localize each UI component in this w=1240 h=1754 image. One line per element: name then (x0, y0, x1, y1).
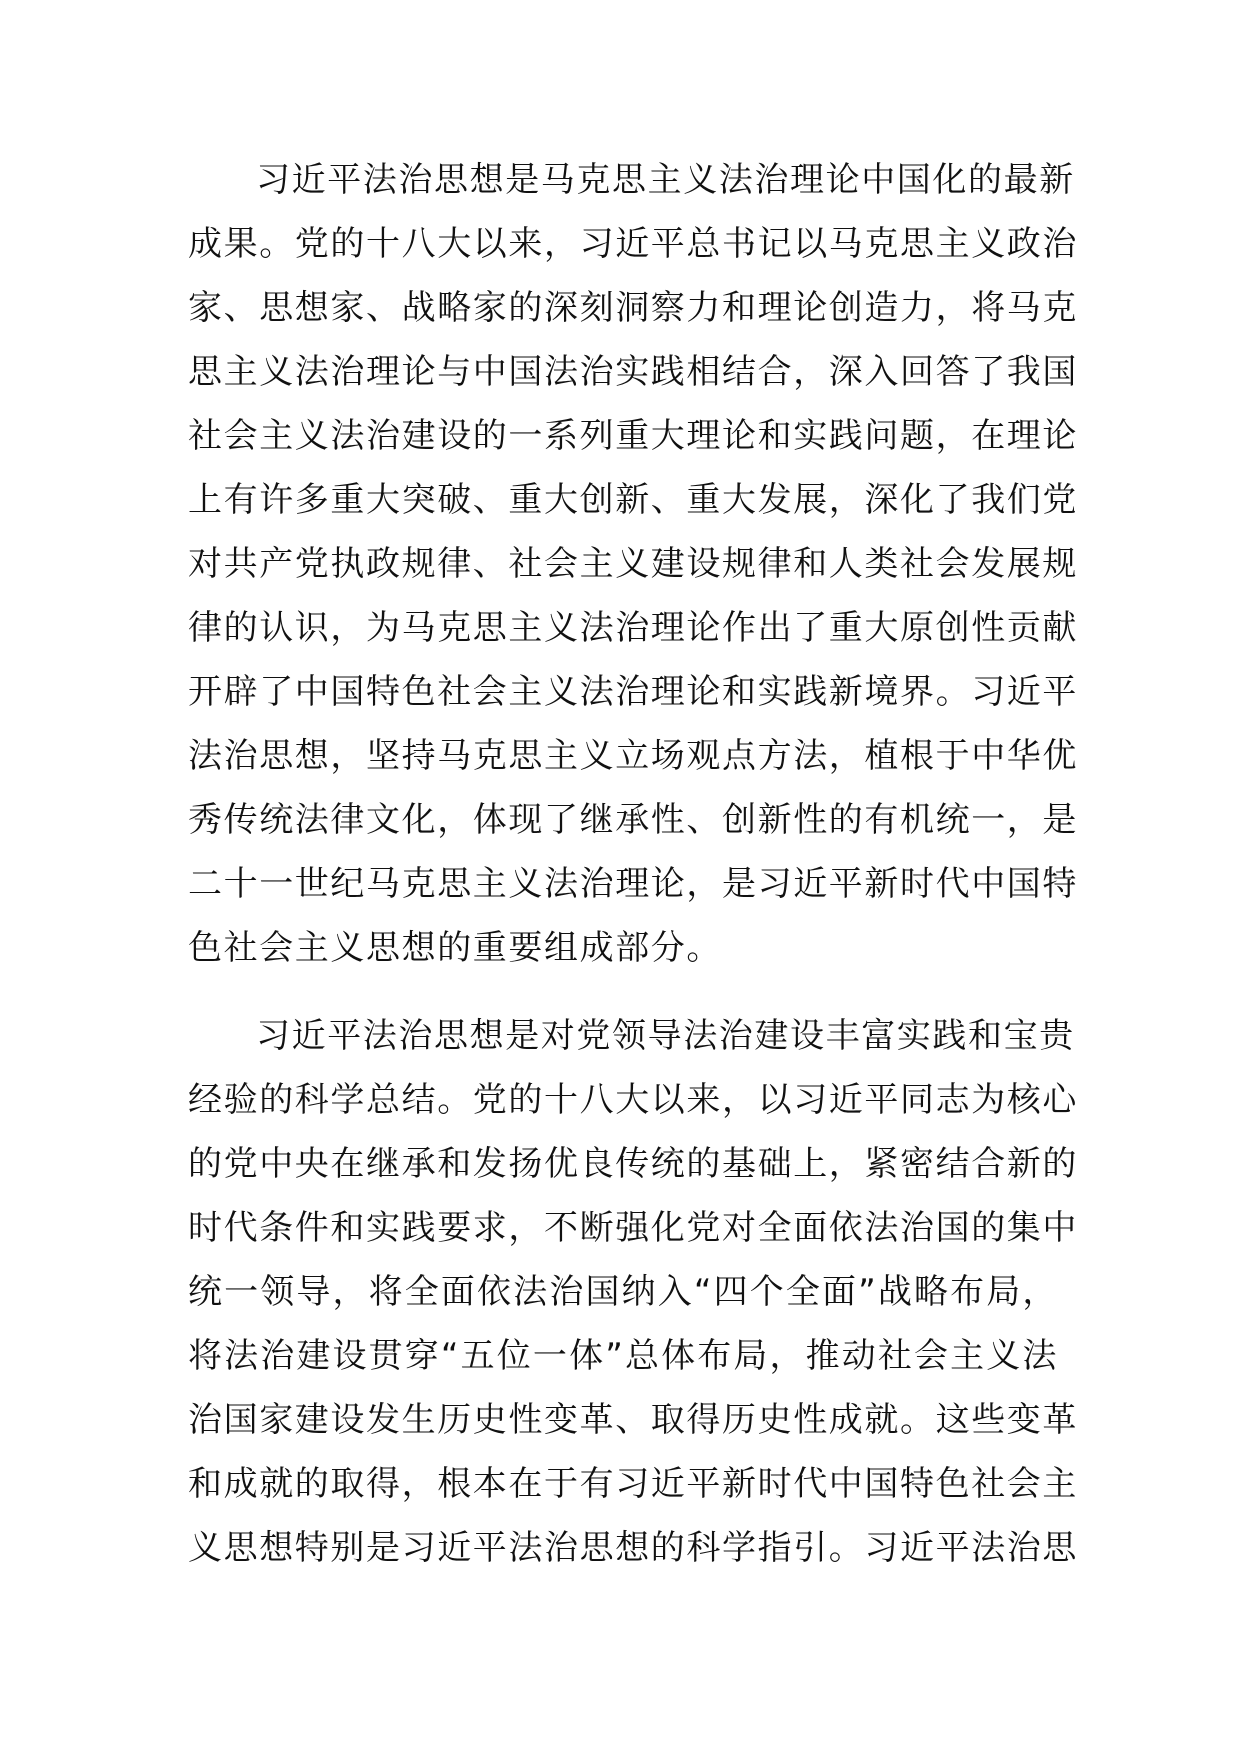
paragraph-line: 时代条件和实践要求，不断强化党对全面依法治国的集中 (188, 1208, 1078, 1248)
paragraph-line: 的党中央在继承和发扬优良传统的基础上，紧密结合新的 (188, 1144, 1078, 1184)
paragraph-line: 习近平法治思想是对党领导法治建设丰富实践和宝贵 (256, 1016, 1075, 1056)
paragraph-line: 统一领导，将全面依法治国纳入“四个全面”战略布局， (188, 1272, 1058, 1312)
paragraph-line: 色社会主义思想的重要组成部分。 (188, 928, 722, 968)
paragraph-line: 习近平法治思想是马克思主义法治理论中国化的最新 (256, 160, 1075, 200)
paragraph-2 (188, 1004, 1078, 1580)
paragraph-line: 思主义法治理论与中国法治实践相结合，深入回答了我国 (188, 352, 1078, 392)
paragraph-line: 经验的科学总结。党的十八大以来，以习近平同志为核心 (188, 1080, 1078, 1120)
paragraph-line: 社会主义法治建设的一系列重大理论和实践问题，在理论 (188, 416, 1078, 456)
paragraph-line: 成果。党的十八大以来，习近平总书记以马克思主义政治 (188, 224, 1078, 264)
paragraph-line: 二十一世纪马克思主义法治理论，是习近平新时代中国特 (188, 864, 1078, 904)
paragraph-line: 法治思想，坚持马克思主义立场观点方法，植根于中华优 (188, 736, 1078, 776)
paragraph-line: 开辟了中国特色社会主义法治理论和实践新境界。习近平 (188, 672, 1078, 712)
paragraph-1 (188, 148, 1078, 980)
paragraph-line: 律的认识，为马克思主义法治理论作出了重大原创性贡献 (188, 608, 1078, 648)
paragraph-line: 秀传统法律文化，体现了继承性、创新性的有机统一，是 (188, 800, 1078, 840)
paragraph-line: 将法治建设贯穿“五位一体”总体布局，推动社会主义法 (188, 1336, 1058, 1376)
paragraph-line: 和成就的取得，根本在于有习近平新时代中国特色社会主 (188, 1464, 1078, 1504)
paragraph-line: 治国家建设发生历史性变革、取得历史性成就。这些变革 (188, 1400, 1078, 1440)
paragraph-line: 对共产党执政规律、社会主义建设规律和人类社会发展规 (188, 544, 1078, 584)
paragraph-line: 上有许多重大突破、重大创新、重大发展，深化了我们党 (188, 480, 1078, 520)
paragraph-line: 义思想特别是习近平法治思想的科学指引。习近平法治思 (188, 1528, 1078, 1568)
paragraph-line: 家、思想家、战略家的深刻洞察力和理论创造力，将马克 (188, 288, 1078, 328)
